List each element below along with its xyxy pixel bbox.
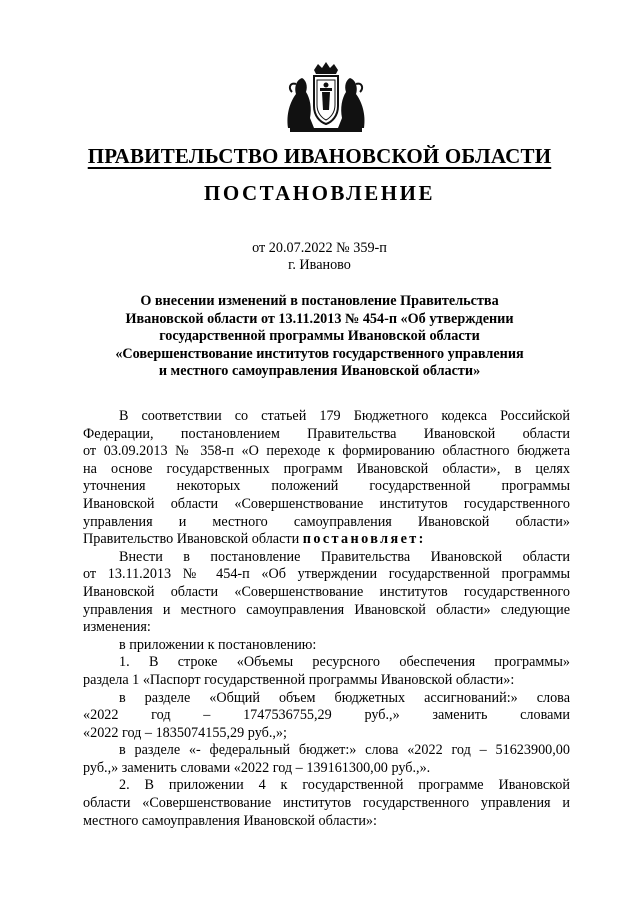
date-number: от 20.07.2022 № 359-п (252, 240, 387, 256)
body-line: 2. В приложении 4 к государственной программе Ивановской (119, 777, 570, 794)
body-line: от 13.11.2013 № 454-п «Об утверждении государственной программы (83, 566, 570, 583)
body-line: «2022 год – 1747536755,29 руб.,» заменить словами (83, 707, 570, 724)
decree-word: постановляет: (302, 531, 426, 548)
body-line: в приложении к постановлению: (119, 636, 317, 653)
title-line: государственной программы Ивановской области (159, 328, 480, 345)
body-line: руб.,» заменить словами «2022 год – 139161300,00 руб.,». (83, 759, 431, 776)
body-line: В соответствии со статьей 179 Бюджетного кодекса Российской (119, 408, 570, 424)
body-line: Федерации, постановлением Правительства Ивановской области (83, 425, 570, 442)
document-meta (0, 240, 639, 274)
title-line: Ивановской области от 13.11.2013 № 454-п «Об утверждении (125, 310, 514, 327)
title-line: «Совершенствование институтов государственного управления (115, 345, 524, 362)
body-line: Ивановской области «Совершенствование институтов государственного (83, 495, 570, 512)
body-text: Правительство Ивановской области (83, 531, 300, 548)
body-line: 1. В строке «Объемы ресурсного обеспечения программы» (119, 654, 570, 671)
document-title (90, 293, 549, 381)
title-line: и местного самоуправления Ивановской области» (158, 363, 481, 380)
city: г. Иваново (288, 257, 351, 273)
body-line: в разделе «- федеральный бюджет:» слова «2022 год – 51623900,00 (119, 742, 570, 759)
body-line: от 03.09.2013 № 358-п «О переходе к формированию областного бюджета (83, 443, 570, 460)
organization-name: ПРАВИТЕЛЬСТВО ИВАНОВСКОЙ ОБЛАСТИ (87, 144, 552, 168)
body-line: области «Совершенствование институтов государственного управления и (83, 795, 570, 812)
body-line: изменения: (83, 619, 151, 636)
body-line: управления и местного самоуправления Ивановской области» (83, 513, 570, 530)
body-line: Ивановской области «Совершенствование институтов государственного (83, 583, 570, 600)
body-line: на основе государственных программ Ивановской области», в целях (83, 460, 570, 477)
document-type: ПОСТАНОВЛЕНИЕ (204, 181, 435, 205)
body-line: в разделе «Общий объем бюджетных ассигнований:» слова (119, 689, 570, 706)
body-line: Внести в постановление Правительства Ивановской области (119, 548, 570, 565)
body-line: раздела 1 «Паспорт государственной программы Ивановской области»: (83, 671, 515, 688)
body-line: местного самоуправления Ивановской области»: (83, 812, 377, 829)
body-line (83, 531, 570, 549)
body-line: «2022 год – 1835074155,29 руб.,»; (83, 724, 287, 741)
body-line: управления и местного самоуправления Ивановской области» следующие (83, 601, 570, 618)
body-line: уточнения некоторых положений государственной программы (83, 478, 570, 495)
title-line: О внесении изменений в постановление Правительства (140, 293, 499, 309)
coat-of-arms-emblem (284, 62, 368, 134)
document-body (83, 408, 570, 830)
